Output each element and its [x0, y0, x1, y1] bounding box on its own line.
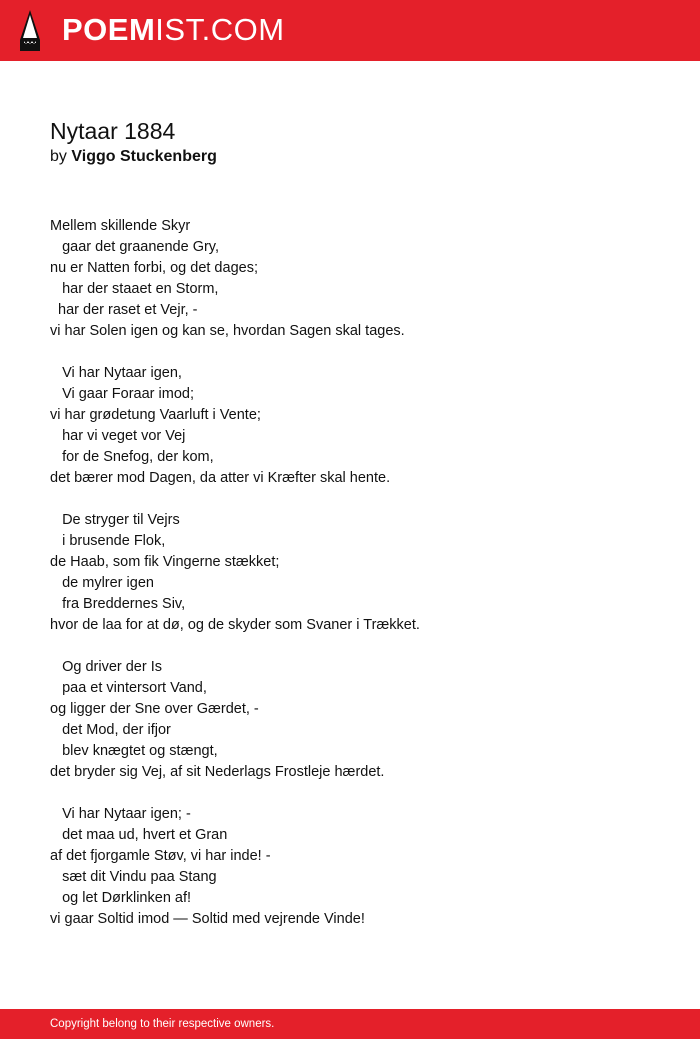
- poem-line: har der staaet en Storm,: [50, 281, 219, 297]
- poem-line: det Mod, der ifjor: [50, 722, 171, 738]
- poem-line: vi gaar Soltid imod — Soltid med vejrende Vinde!: [50, 911, 365, 927]
- poem-title: Nytaar 1884: [50, 118, 176, 144]
- poem-line: det bryder sig Vej, af sit Nederlags Frostleje hærdet.: [50, 764, 385, 780]
- stanza: [50, 216, 670, 342]
- poem-body: [50, 216, 670, 930]
- poem-line: af det fjorgamle Støv, vi har inde! -: [50, 848, 271, 864]
- poem-byline: [50, 146, 670, 168]
- poem-line: og ligger der Sne over Gærdet, -: [50, 701, 259, 717]
- poem-content: [50, 116, 670, 951]
- poem-line: paa et vintersort Vand,: [50, 680, 207, 696]
- poem-line: sæt dit Vindu paa Stang: [50, 869, 217, 885]
- stanza: [50, 363, 670, 489]
- copyright-notice: Copyright belong to their respective owners.: [50, 1018, 275, 1030]
- poem-line: Vi har Nytaar igen,: [50, 365, 182, 381]
- stanza: [50, 657, 670, 783]
- poem-line: det bærer mod Dagen, da atter vi Kræfter skal hente.: [50, 470, 391, 486]
- poem-line: nu er Natten forbi, og det dages;: [50, 260, 258, 276]
- poem-line: for de Snefog, der kom,: [50, 449, 214, 465]
- poem-line: vi har grødetung Vaarluft i Vente;: [50, 407, 261, 423]
- stanza: [50, 804, 670, 930]
- poem-line: vi har Solen igen og kan se, hvordan Sagen skal tages.: [50, 323, 405, 339]
- poem-line: de mylrer igen: [50, 575, 154, 591]
- site-logo-link[interactable]: [62, 12, 285, 48]
- poem-line: hvor de laa for at dø, og de skyder som Svaner i Trækket.: [50, 617, 420, 633]
- poem-line: Vi har Nytaar igen; -: [50, 806, 191, 822]
- site-header: [0, 0, 700, 61]
- by-label: by: [50, 148, 67, 165]
- poem-line: Vi gaar Foraar imod;: [50, 386, 194, 402]
- poem-line: de Haab, som fik Vingerne stækket;: [50, 554, 280, 570]
- poem-line: og let Dørklinken af!: [50, 890, 192, 906]
- stanza: [50, 510, 670, 636]
- brand-name-light: IST.COM: [155, 12, 285, 47]
- poem-line: har der raset et Vejr, -: [50, 302, 198, 318]
- poem-author: Viggo Stuckenberg: [71, 148, 217, 165]
- poem-line: har vi veget vor Vej: [50, 428, 186, 444]
- poem-line: Mellem skillende Skyr: [50, 218, 191, 234]
- poem-line: gaar det graanende Gry,: [50, 239, 220, 255]
- poem-line: fra Breddernes Siv,: [50, 596, 186, 612]
- poem-line: blev knægtet og stængt,: [50, 743, 218, 759]
- pen-nib-icon[interactable]: [18, 10, 42, 51]
- poem-line: De stryger til Vejrs: [50, 512, 180, 528]
- poem-line: Og driver der Is: [50, 659, 163, 675]
- poem-line: i brusende Flok,: [50, 533, 166, 549]
- poem-line: det maa ud, hvert et Gran: [50, 827, 228, 843]
- brand-name-bold: POEM: [62, 12, 156, 47]
- site-footer: [0, 1009, 700, 1039]
